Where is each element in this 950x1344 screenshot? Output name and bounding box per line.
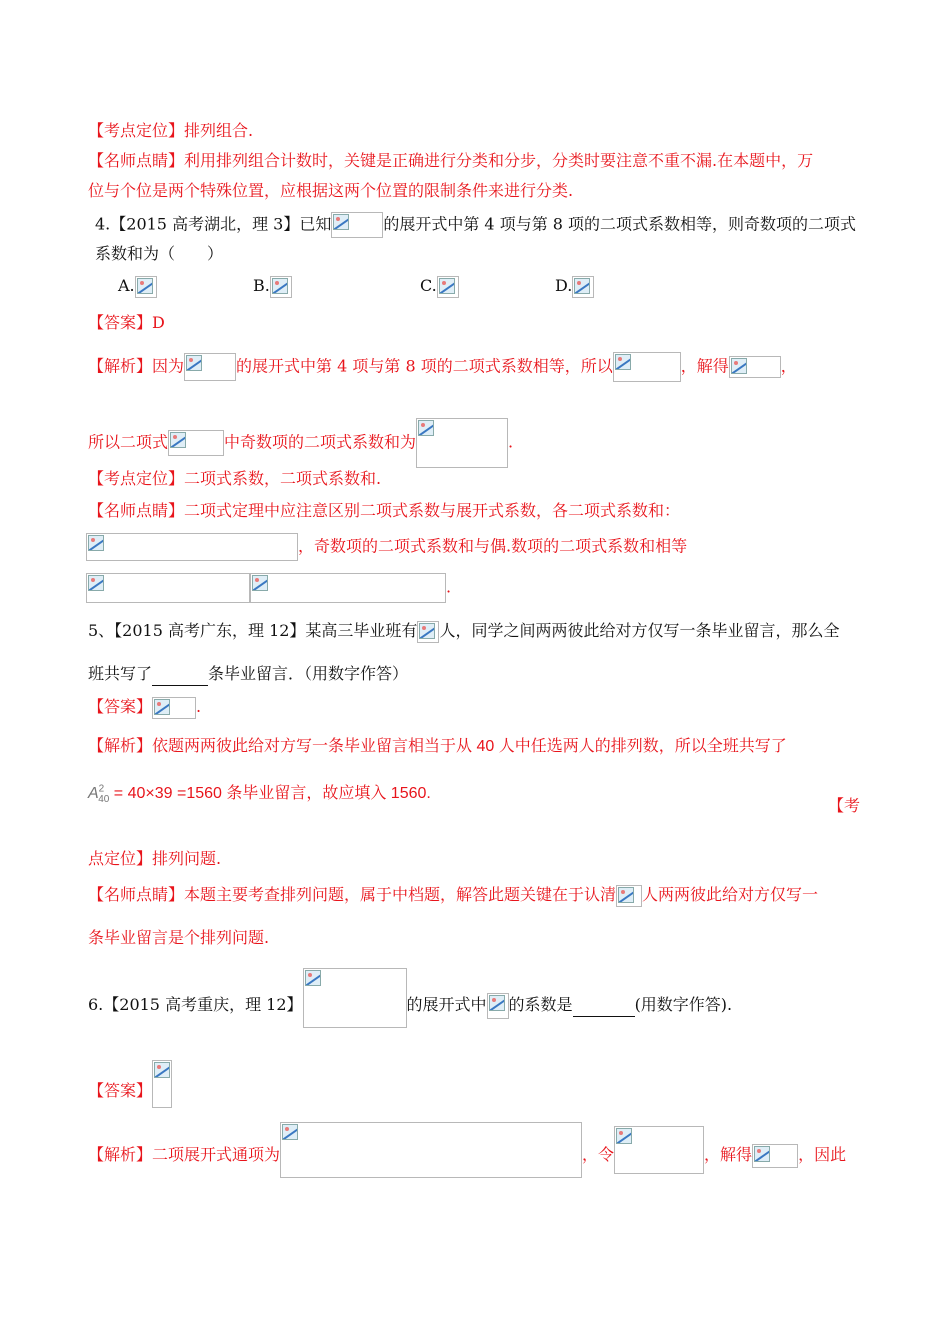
broken-image-icon [86,533,298,561]
question-4-line-2: 系数和为（ ） [95,244,224,263]
mingshi-4-line-3: . [86,573,451,603]
broken-image-icon [572,276,594,298]
jiexi-4-line-2: 所以二项式 中奇数项的二项式系数和为 . [88,418,513,468]
broken-image-icon [487,993,509,1019]
broken-image-icon [752,1144,798,1168]
jiexi-5: 【解析】依题两两彼此给对方写一条毕业留言相当于从 40 人中任选两人的排列数，所以全班共写了 [88,738,787,755]
broken-image-icon [152,1060,172,1108]
jiexi-4: 【解析】因为 的展开式中第 4 项与第 8 项的二项式系数相等，所以 ，解得 ， [88,352,797,382]
option-d: D. [555,275,594,298]
mingshi-4-line-2: ，奇数项的二项式系数和与偶.数项的二项式系数和相等 [86,533,687,561]
option-c: C. [420,275,459,298]
jiexi-6: 【解析】二项展开式通项为 ，令 ，解得 ，因此 [88,1122,846,1178]
question-5-line-2: 班共写了 条毕业留言．（用数字作答） [88,663,408,686]
broken-image-icon [303,968,407,1028]
kaodian-line-1: 【考点定位】排列组合. [88,121,254,140]
answer-5: 【答案】 . [88,696,201,719]
broken-image-icon [417,621,439,643]
answer-6: 【答案】 [88,1060,172,1108]
broken-image-icon [280,1122,582,1178]
mingshi-line-1: 【名师点睛】利用排列组合计数时，关键是正确进行分类和分步，分类时要注意不重不漏.在本题中，万 [88,151,814,170]
broken-image-icon [270,276,292,298]
question-4: 4.【2015 高考湖北，理 3】已知 的展开式中第 4 项与第 8 项的二项式系数相等，则奇数项的二项式 [95,212,856,238]
broken-image-icon [437,276,459,298]
mingshi-line-2: 位与个位是两个特殊位置，应根据这两个位置的限制条件来进行分类. [88,181,574,200]
mingshi-5-line-2: 条毕业留言是个排列问题. [88,928,270,947]
option-b: B. [253,275,292,298]
broken-image-icon [331,212,383,238]
answer-4: 【答案】D [88,313,165,332]
question-6: 6.【2015 高考重庆，理 12】 的展开式中 的系数是 (用数字作答). [88,968,732,1028]
kaodian-5: 点定位】排列问题. [88,849,222,868]
option-a: A. [118,275,157,298]
broken-image-icon [135,276,157,298]
broken-image-icon [616,885,642,907]
broken-image-icon [184,353,236,381]
kaodian-4: 【考点定位】二项式系数，二项式系数和. [88,469,382,488]
broken-image-icon [86,573,250,603]
broken-image-icon [152,697,196,719]
broken-image-icon [614,1126,704,1174]
kaodian-5-a: 【考 [828,796,861,815]
jiexi-5-formula: $A^2_{40} = 40\times 39 =1560$ 条毕业留言，故应填入 1560. [88,783,431,806]
broken-image-icon [168,430,224,456]
mingshi-4: 【名师点睛】二项式定理中应注意区别二项式系数与展开式系数，各二项式系数和： [88,501,681,520]
broken-image-icon [613,352,681,382]
mingshi-5: 【名师点睛】本题主要考查排列问题，属于中档题，解答此题关键在于认清 人两两彼此给对方仅写一 [88,884,818,907]
broken-image-icon [729,356,781,378]
broken-image-icon [416,418,508,468]
question-5: 5、【2015 高考广东，理 12】某高三毕业班有 人，同学之间两两彼此给对方仅写一条毕业留言，那么全 [88,620,839,643]
broken-image-icon [250,573,446,603]
